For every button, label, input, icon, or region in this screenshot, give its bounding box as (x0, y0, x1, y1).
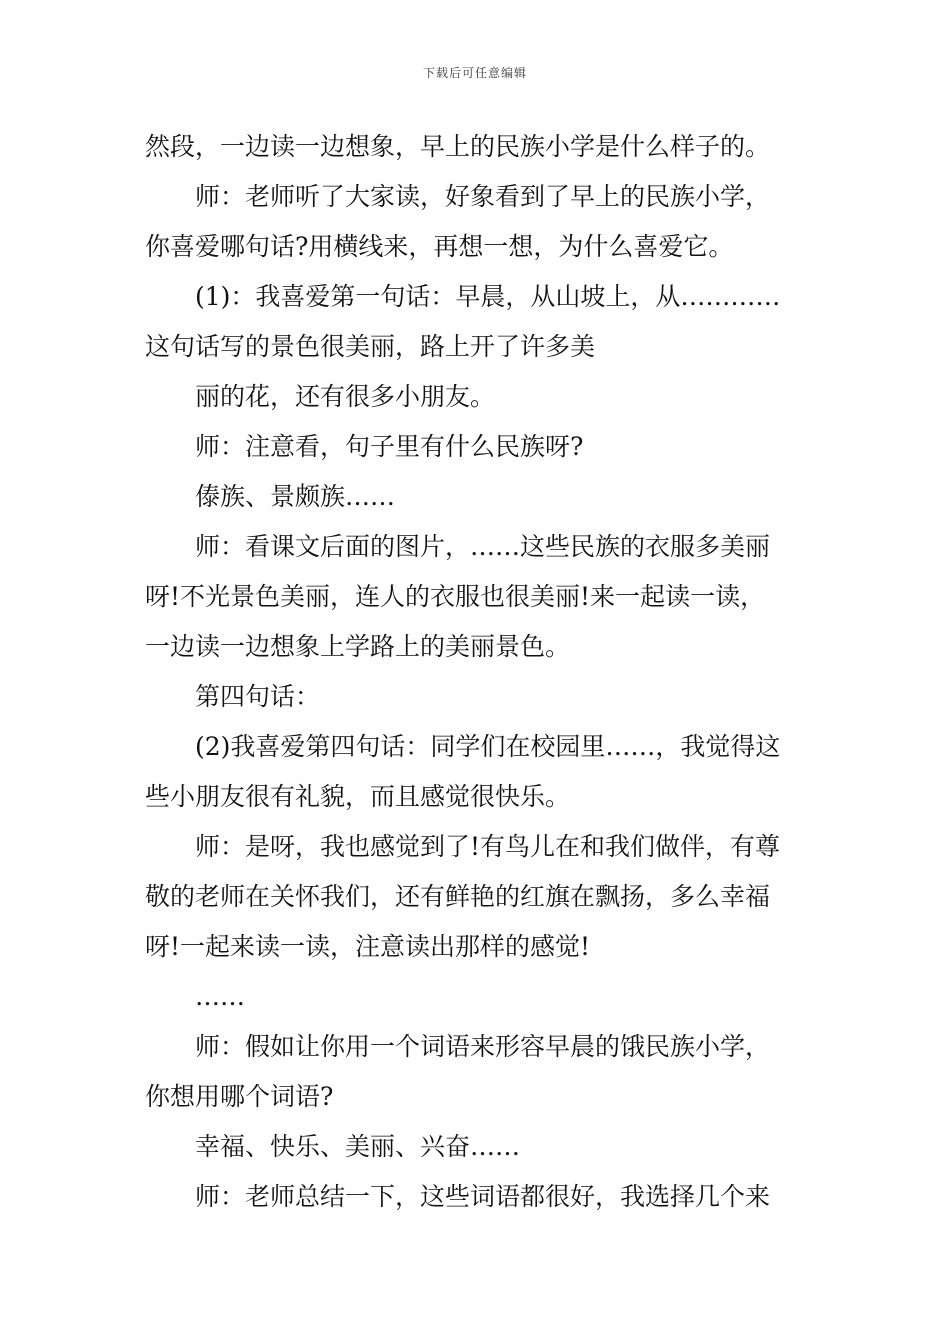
text-line: …… (195, 982, 245, 1011)
text-line: 呀!一起来读一读，注意读出那样的感觉! (145, 932, 591, 961)
document-body (145, 122, 807, 1222)
text-line: 师：假如让你用一个词语来形容早晨的饿民族小学， (195, 1032, 771, 1061)
text-line: 师：老师听了大家读，好象看到了早上的民族小学， (195, 182, 771, 211)
text-line: 呀!不光景色美丽，连人的衣服也很美丽!来一起读一读， (145, 582, 766, 611)
text-line: 然段，一边读一边想象，早上的民族小学是什么样子的。 (145, 132, 771, 161)
text-line: (1)：我喜爱第一句话：早晨，从山坡上，从………… (195, 282, 781, 311)
text-line: 师：老师总结一下，这些词语都很好，我选择几个来 (195, 1182, 771, 1211)
text-line: 师：看课文后面的图片，……这些民族的衣服多美丽 (195, 532, 771, 561)
text-line: 些小朋友很有礼貌，而且感觉很快乐。 (145, 782, 571, 811)
text-line: 你喜爱哪句话?用横线来，再想一想，为什么喜爱它。 (145, 232, 734, 261)
text-line: 幸福、快乐、美丽、兴奋…… (195, 1132, 521, 1161)
text-line: 一边读一边想象上学路上的美丽景色。 (145, 632, 571, 661)
text-line: (2)我喜爱第四句话：同学们在校园里……，我觉得这 (195, 732, 781, 761)
text-line: 这句话写的景色很美丽，路上开了许多美 (145, 332, 596, 361)
text-line: 丽的花，还有很多小朋友。 (195, 382, 496, 411)
text-line: 你想用哪个词语? (145, 1082, 334, 1111)
text-line: 第四句话： (195, 682, 321, 711)
page-header: 下载后可任意编辑 (422, 66, 527, 80)
text-line: 傣族、景颇族…… (195, 482, 396, 511)
text-line: 敬的老师在关怀我们，还有鲜艳的红旗在飘扬，多么幸福 (145, 882, 771, 911)
text-line: 师：是呀，我也感觉到了!有鸟儿在和我们做伴，有尊 (195, 832, 781, 861)
text-line: 师：注意看，句子里有什么民族呀? (195, 432, 584, 461)
